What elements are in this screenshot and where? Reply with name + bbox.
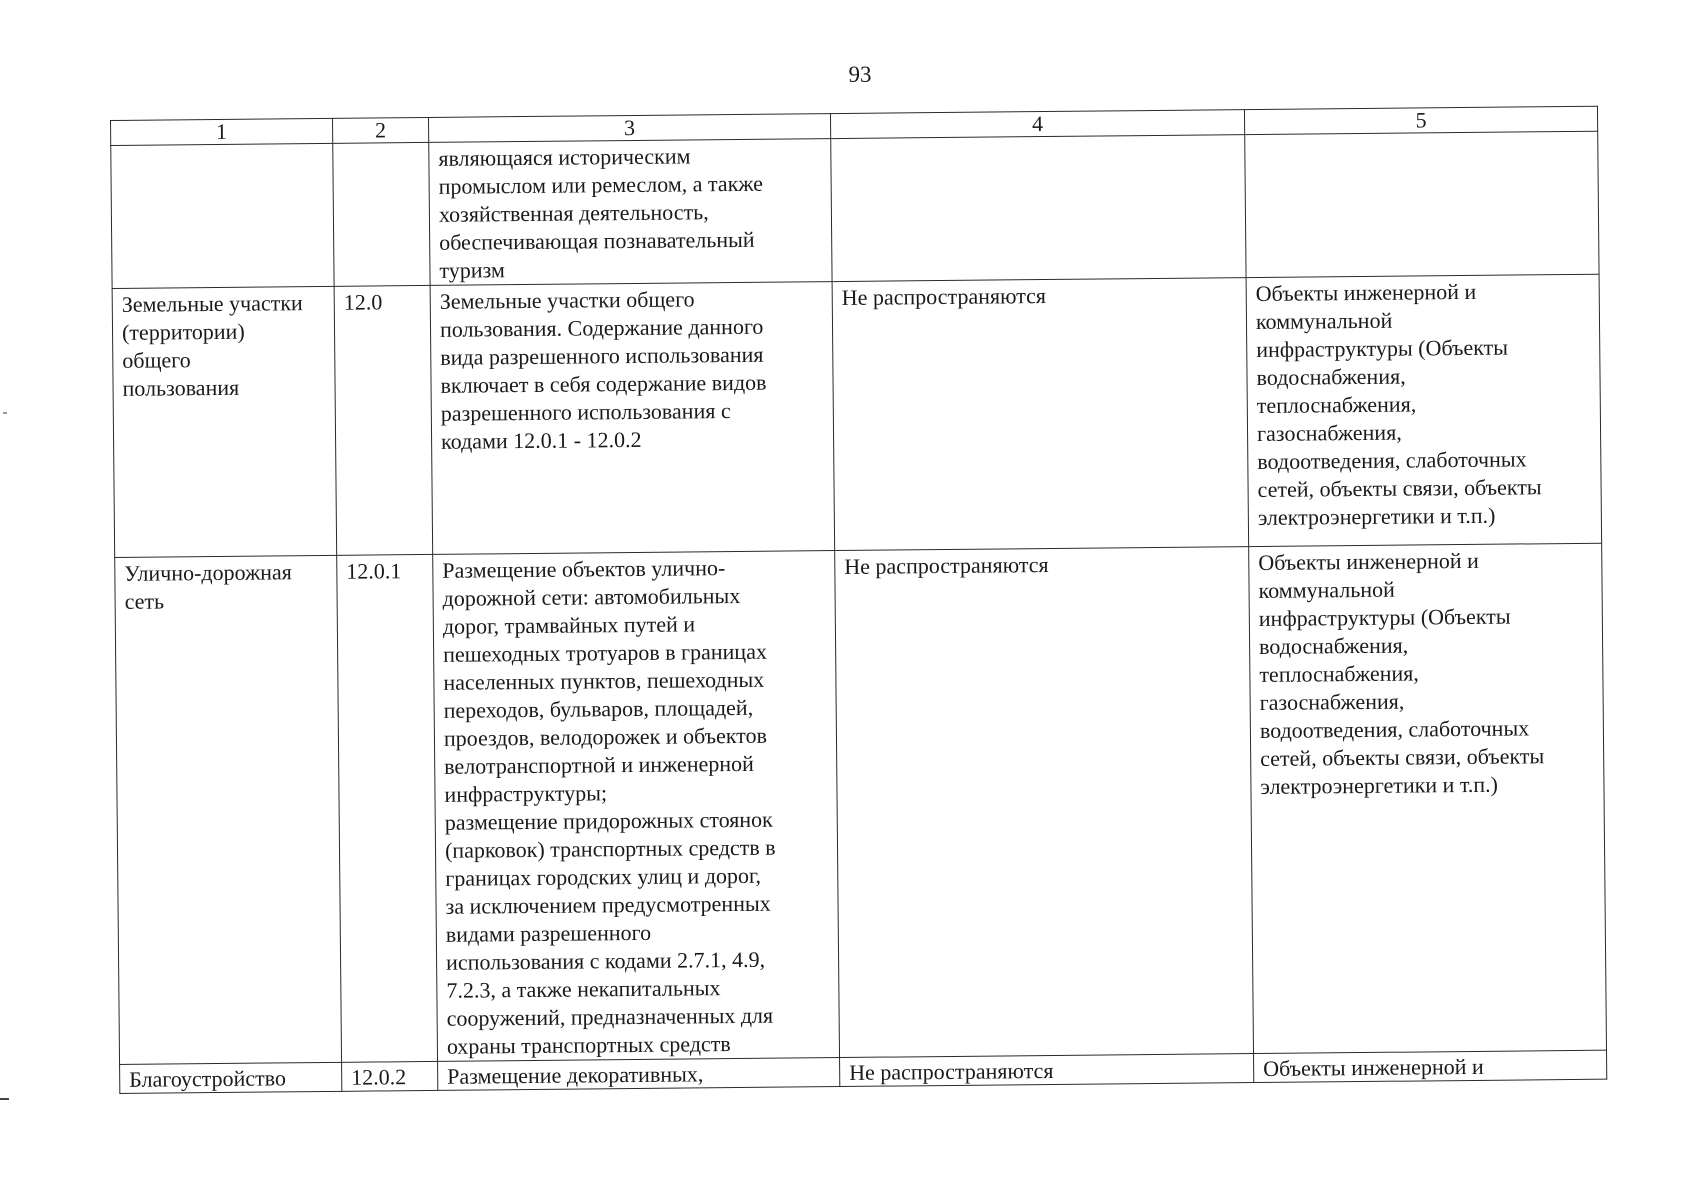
parameters-cell [832, 278, 1249, 551]
use-description-cell [429, 139, 832, 286]
column-header-3: 3 [428, 114, 830, 143]
permitted-use-table [110, 106, 1607, 1094]
use-name-cell [111, 143, 334, 288]
column-header-4: 4 [830, 110, 1244, 139]
scan-edge-mark [0, 1098, 9, 1100]
parameters-cell [840, 1054, 1254, 1087]
use-name-cell [120, 1062, 342, 1093]
column-header-5: 5 [1244, 106, 1597, 134]
column-header-1: 1 [111, 118, 333, 145]
use-description-text: являющаяся историческим промыслом или ремеслом, а также хозяйственная деятельность, обеспечивающая познавательный туризм [438, 143, 764, 283]
auxiliary-uses-cell [1246, 274, 1602, 546]
auxiliary-uses-text: Объекты инженерной и коммунальной инфраструктуры (Объекты водоснабжения, теплоснабжения, газоснабжения, водоотведения, слаботочных сетей, объекты связи, объекты электроэнергетики и т.п.) [1255, 278, 1542, 530]
auxiliary-uses-text [1254, 134, 1589, 137]
use-code-text [342, 145, 420, 146]
parameters-text: Не распространяются [841, 283, 1047, 310]
use-description-cell [438, 1058, 840, 1091]
table-row [115, 543, 1607, 1064]
parameters-text [840, 137, 1236, 141]
use-name-cell [112, 286, 337, 557]
use-code-cell [334, 285, 433, 555]
use-code-cell [333, 142, 430, 286]
use-name-text: Улично-дорожная сеть [124, 559, 292, 614]
page-number: 93 [848, 62, 872, 87]
use-code-text: 12.0.2 [351, 1064, 407, 1090]
use-description-cell [433, 551, 840, 1062]
parameters-text: Не распространяются [844, 552, 1049, 579]
table-row [111, 131, 1599, 288]
use-name-text: Земельные участки (территории) общего пользования [121, 290, 303, 401]
scan-edge-dot [3, 412, 7, 414]
use-description-text: Размещение объектов улично- дорожной сети: автомобильных дорог, трамвайных путей и пешеходных тротуаров в границах населенных пунктов, пешеходных переходов, бульваров, площадей, проездов, велодорожек и объектов велотранспортной и инженерной инфраструктуры; размещение придорожных стоянок (парковок) транспортных средств в границах городских улиц и дорог, за исключением предусмотренных видами разрешенного использования с кодами 2.7.1, 4.9, 7.2.3, а также некапитальных сооружений, предназначенных для охраны транспортных средств [442, 555, 776, 1059]
table-row [112, 274, 1602, 557]
document-table-wrapper [110, 106, 1606, 1094]
use-code-cell [337, 554, 438, 1062]
column-header-2: 2 [332, 117, 428, 143]
use-name-text [120, 146, 324, 148]
parameters-cell [835, 547, 1254, 1058]
use-code-cell [342, 1061, 438, 1091]
auxiliary-uses-cell [1249, 543, 1607, 1053]
auxiliary-uses-cell [1254, 1050, 1607, 1082]
use-code-text: 12.0 [343, 289, 383, 315]
use-code-text: 12.0.1 [346, 558, 402, 584]
use-name-text: Благоустройство [129, 1065, 287, 1092]
parameters-cell [831, 135, 1246, 282]
auxiliary-uses-text: Объекты инженерной и коммунальной инфраструктуры (Объекты водоснабжения, теплоснабжения, газоснабжения, водоотведения, слаботочных сетей, объекты связи, объекты электроэнергетики и т.п.) [1258, 547, 1545, 799]
auxiliary-uses-text: Объекты инженерной и [1263, 1053, 1484, 1081]
use-description-text: Земельные участки общего пользования. Содержание данного вида разрешенного использования включает в себя содержание видов разрешенного использования с кодами 12.0.1 - 12.0.2 [439, 286, 767, 454]
use-description-cell [430, 282, 835, 555]
use-description-text: Размещение декоративных, [447, 1061, 704, 1089]
auxiliary-uses-cell [1245, 131, 1599, 277]
parameters-text: Не распространяются [849, 1057, 1054, 1085]
use-name-cell [115, 555, 342, 1064]
